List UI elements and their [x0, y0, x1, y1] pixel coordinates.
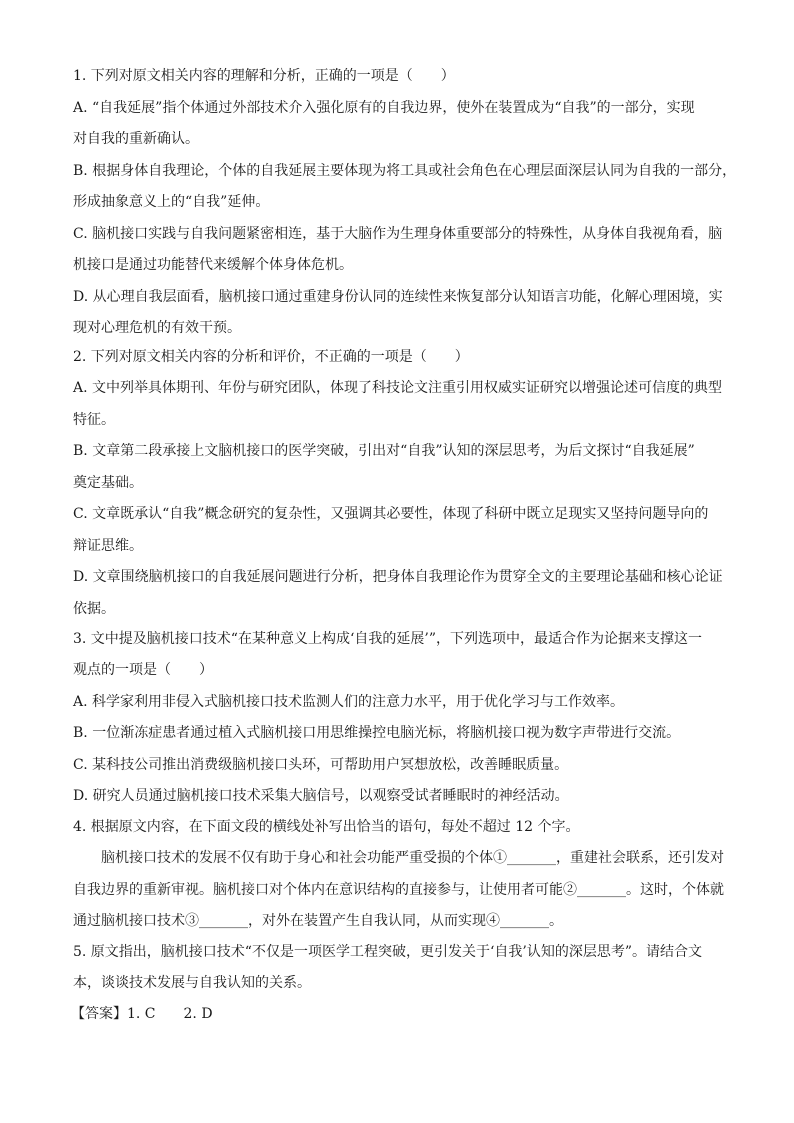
question-1-option-d: D. 从心理自我层面看，脑机接口通过重建身份认同的连续性来恢复部分认知语言功能，化解心理困境，实: [73, 289, 723, 305]
question-2-option-c: C. 文章既承认“自我”概念研究的复杂性，又强调其必要性，体现了科研中既立足现实又坚持问题导向的: [73, 506, 709, 522]
question-1-option-a: A. “自我延展”指个体通过外部技术介入强化原有的自我边界，使外在装置成为“自我”的一部分，实现: [73, 100, 695, 116]
question-2-option-c-cont: 辩证思维。: [73, 538, 143, 554]
question-1-option-c-cont: 机接口是通过功能替代来缓解个体身体危机。: [73, 257, 353, 273]
question-1-option-a-cont: 对自我的重新确认。: [73, 131, 199, 147]
answer-tag: 【答案】: [71, 1006, 127, 1022]
question-4-passage-line-2: 自我边界的重新审视。脑机接口对个体内在意识结构的直接参与，让使用者可能②_______。这时，个体就: [73, 882, 724, 898]
question-5-stem: 5. 原文指出，脑机接口技术“不仅是一项医学工程突破，更引发关于‘自我’认知的深层思考”。请结合文: [73, 944, 703, 960]
question-2-stem: 2. 下列对原文相关内容的分析和评价，不正确的一项是（ ）: [73, 349, 469, 365]
question-3-option-b: B. 一位渐冻症患者通过植入式脑机接口用思维操控电脑光标，将脑机接口视为数字声带进行交流。: [73, 725, 681, 741]
question-1-option-b: B. 根据身体自我理论，个体的自我延展主要体现为将工具或社会角色在心理层面深层认同为自我的一部分，: [73, 163, 737, 179]
question-3-stem: 3. 文中提及脑机接口技术“在某种意义上构成‘自我的延展’”，下列选项中，最适合作为论据来支撑这一: [73, 631, 703, 647]
answer-values: 1. C 2. D: [127, 1006, 213, 1022]
question-1-stem: 1. 下列对原文相关内容的理解和分析，正确的一项是（ ）: [73, 68, 455, 84]
answer-line: [71, 1004, 731, 1024]
question-4-stem: 4. 根据原文内容，在下面文段的横线处补写出恰当的语句，每处不超过 12 个字。: [73, 819, 580, 835]
question-1-option-c: C. 脑机接口实践与自我问题紧密相连，基于大脑作为生理身体重要部分的特殊性，从身体自我视角看，脑: [73, 226, 723, 242]
question-2-option-d: D. 文章围绕脑机接口的自我延展问题进行分析，把身体自我理论作为贯穿全文的主要理论基础和核心论证: [73, 569, 723, 585]
question-3-stem-cont: 观点的一项是（ ）: [73, 662, 213, 678]
question-2-option-a: A. 文中列举具体期刊、年份与研究团队，体现了科技论文注重引用权威实证研究以增强论述可信度的典型: [73, 380, 723, 396]
question-1-option-b-cont: 形成抽象意义上的“自我”延伸。: [73, 194, 270, 210]
question-1-option-d-cont: 现对心理危机的有效干预。: [73, 320, 241, 336]
question-3-option-c: C. 某科技公司推出消费级脑机接口头环，可帮助用户冥想放松，改善睡眠质量。: [73, 757, 569, 773]
question-4-passage-line-3: 通过脑机接口技术③_______，对外在装置产生自我认同，从而实现④_______。: [73, 913, 563, 929]
question-4-passage-line-1: 脑机接口技术的发展不仅有助于身心和社会功能严重受损的个体①_______，重建社会联系，还引发对: [73, 850, 724, 866]
question-5-stem-cont: 本，谈谈技术发展与自我认知的关系。: [73, 975, 311, 991]
question-2-option-b-cont: 奠定基础。: [73, 475, 143, 491]
question-3-option-d: D. 研究人员通过脑机接口技术采集大脑信号，以观察受试者睡眠时的神经活动。: [73, 788, 569, 804]
question-2-option-d-cont: 依据。: [73, 601, 115, 617]
question-3-option-a: A. 科学家利用非侵入式脑机接口技术监测人们的注意力水平，用于优化学习与工作效率。: [73, 694, 625, 710]
question-2-option-a-cont: 特征。: [73, 412, 115, 428]
question-2-option-b: B. 文章第二段承接上文脑机接口的医学突破，引出对“自我”认知的深层思考，为后文探讨“自我延展”: [73, 443, 695, 459]
